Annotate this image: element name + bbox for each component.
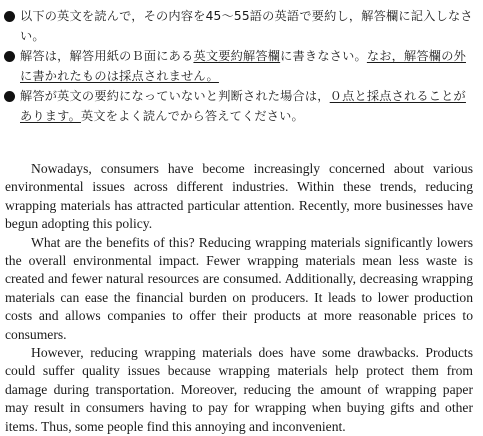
instruction-text: に書きなさい。 [280,49,367,63]
instruction-item-3 [4,86,476,126]
instruction-text: 英文をよく読んでから答えてください。 [80,109,304,123]
instruction-text: 解答は，解答用紙のＢ面にある [20,49,194,63]
bullet-icon [4,91,15,102]
essay-paragraph-3: However, reducing wrapping materials does have some drawbacks. Products could suffer quality issues because wrapping materials help protect them from damage during transportation. Moreover, reducing the amount of wrapping paper may result in consumers having to pay for wrapping when buying gifts and other items. Thus, some people find this annoying and inconvenient. [5,345,473,434]
essay-paragraph-1: Nowadays, consumers have become increasingly concerned about various environmental issues across different industries. Within these trends, reducing wrapping materials has attracted particular attention. Recently, more businesses have begun adopting this policy. [5,161,473,232]
underlined-text: 英文要約解答欄 [193,49,281,63]
essay-paragraph-2: What are the benefits of this? Reducing wrapping materials significantly lowers the overall environmental impact. Fewer wrapping materials mean less waste is created and fewer natural resources are consumed. Additionally, decreasing wrapping materials can ease the financial burden on producers. It leads to lower production costs and allows companies to offer their products at more reasonable prices to consumers. [5,234,473,342]
instruction-text: 以下の英文を読んで，その内容を45～55語の英語で要約し，解答欄に記入しなさい。 [20,9,473,43]
underlined-text: なお，解答欄の外に書かれたものは採点されません。 [20,49,466,83]
underlined-text: ０点と採点されることがあります。 [20,89,466,123]
instructions-block [4,6,476,126]
bullet-icon [4,11,15,22]
bullet-icon [4,51,15,62]
instruction-item-1 [4,6,476,46]
essay-passage [5,160,473,436]
instruction-text: 解答が英文の要約になっていないと判断された場合は， [20,89,330,103]
instruction-item-2 [4,46,476,86]
